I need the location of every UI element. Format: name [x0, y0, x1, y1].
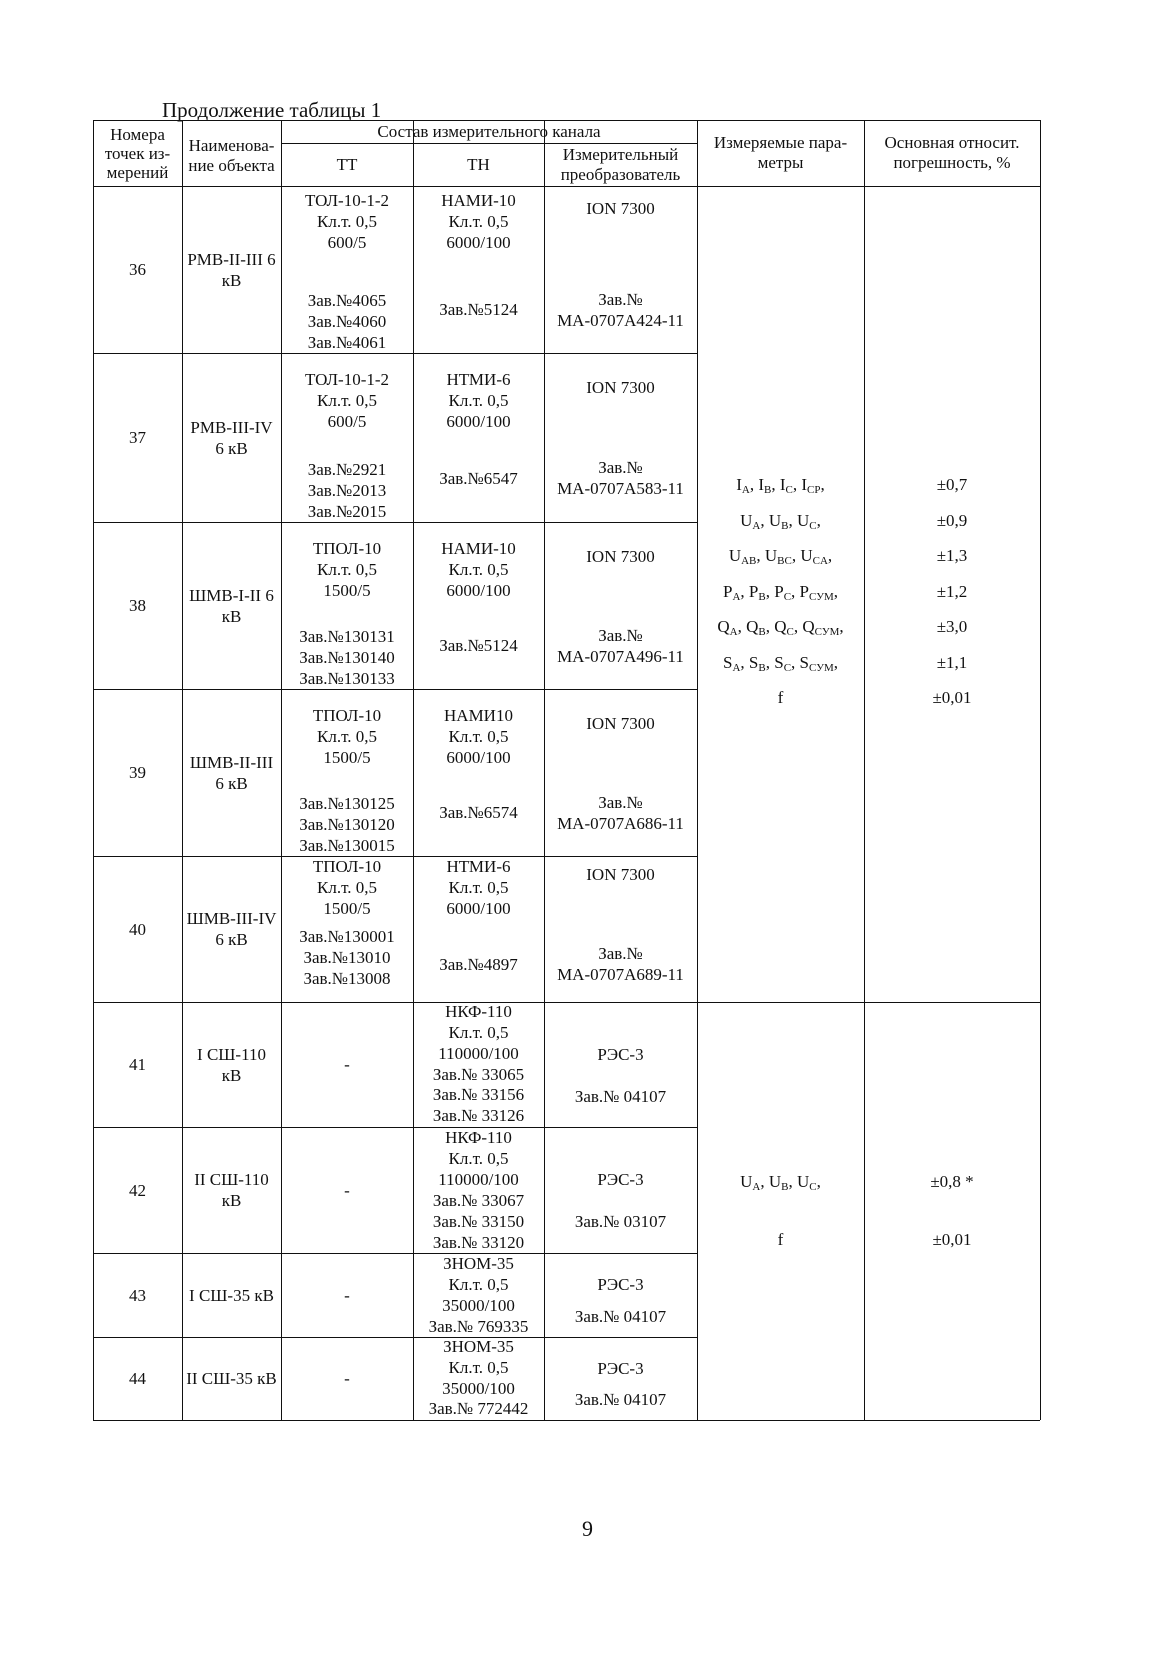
header-number-line: мерений [106, 162, 169, 182]
converter-serial [544, 1065, 697, 1127]
tt-serials-line: Зав.№130001 [299, 927, 395, 946]
error-value: ±0,8 * [930, 1172, 974, 1191]
row-object-name-line: ШМВ-II-III [189, 752, 274, 772]
tn-serial [413, 266, 544, 353]
row-object-name-line: РМВ-II-III 6 [187, 249, 276, 269]
row-number-line: 44 [129, 1369, 146, 1388]
tn-spec-line: НТМИ-6 [446, 857, 511, 876]
error-value: ±0,9 [936, 510, 968, 530]
tn-serial [413, 769, 544, 856]
tn-spec [413, 856, 544, 926]
row-number-line: 40 [129, 919, 146, 939]
tt-dash-line: - [344, 1285, 350, 1305]
tt-serials-line: Зав.№130140 [299, 648, 395, 667]
tn-serial-line: Зав.№4897 [439, 954, 518, 974]
measured-parameter: f [777, 1230, 784, 1249]
row-object-name-line: I СШ-110 [197, 1044, 266, 1064]
row-number-line: 38 [129, 596, 146, 615]
tt-serials-line: Зав.№4065 [307, 291, 387, 310]
row-object-name [182, 689, 281, 856]
tt-spec [281, 705, 413, 769]
tt-serials-line: Зав.№2921 [307, 460, 387, 479]
tt-spec-line: Кл.т. 0,5 [317, 212, 377, 231]
tn-details-line: Кл.т. 0,5 [448, 1149, 509, 1168]
row-object-name-line: II СШ-35 кВ [186, 1369, 277, 1388]
tn-spec-line: Кл.т. 0,5 [448, 212, 509, 231]
measured-parameter: $U_A$, $U_B$, $U_C$, [740, 1172, 821, 1193]
converter-name [544, 1127, 697, 1190]
measured-parameter: $P_A$, $P_B$, $P_C$, $P_{СУМ}$, [722, 581, 839, 603]
converter-name-line: ION 7300 [586, 865, 655, 884]
converter-serial [544, 434, 697, 522]
row-object-name [182, 1127, 281, 1253]
tt-spec-line: 600/5 [327, 233, 367, 252]
column-rule [864, 120, 865, 1420]
converter-serial-line: МА-0707А686-11 [557, 813, 684, 833]
row-object-name-line: кВ [221, 1065, 242, 1085]
tt-dash [281, 1127, 413, 1253]
error-value: ±1,3 [936, 546, 968, 565]
error-value: ±0,01 [932, 1230, 972, 1249]
converter-serial-line: МА-0707А689-11 [557, 965, 684, 984]
row-number-line: 37 [129, 428, 146, 447]
converter-serial [544, 1190, 697, 1253]
table-border [93, 120, 94, 1420]
converter-name-line: РЭС-3 [597, 1045, 644, 1064]
error-value: ±0,7 [936, 475, 968, 494]
converter-serial [544, 602, 697, 689]
table-border [1040, 120, 1041, 1420]
measured-parameter: f [777, 688, 784, 707]
tn-details-line: 35000/100 [442, 1296, 515, 1315]
tt-spec-line: 1500/5 [323, 581, 371, 600]
error-value: ±0,01 [932, 688, 972, 707]
tt-spec-line: Кл.т. 0,5 [317, 878, 377, 897]
tt-spec-line: ТПОЛ-10 [312, 857, 382, 876]
row-object-name-line: кВ [221, 1191, 242, 1210]
row-object-name [182, 856, 281, 1002]
row-object-name [182, 1337, 281, 1420]
tt-serials-line: Зав.№130133 [299, 669, 395, 688]
converter-serial-line: Зав.№ 03107 [574, 1212, 667, 1231]
row-object-name [182, 1002, 281, 1127]
tn-spec [413, 705, 544, 769]
row-object-name-line: I СШ-35 кВ [189, 1285, 274, 1305]
header-error [864, 120, 1040, 186]
tn-spec-line: 6000/100 [446, 233, 511, 252]
tn-details-line: Зав.№ 772442 [428, 1399, 529, 1419]
tn-details-line: 35000/100 [442, 1378, 515, 1398]
column-rule [413, 120, 414, 1420]
converter-name-line: РЭС-3 [597, 1359, 644, 1378]
row-object-name-line: ШМВ-I-II 6 [189, 585, 274, 605]
header-object-name-line: ние объекта [188, 156, 275, 175]
header-bottom-rule [93, 186, 1040, 187]
tn-details-line: Зав.№ 769335 [428, 1317, 529, 1336]
converter-serial-line: Зав.№ [598, 792, 643, 812]
tt-serials [281, 926, 413, 1002]
tn-serial-line: Зав.№6574 [439, 803, 518, 822]
tn-spec-line: 6000/100 [446, 581, 511, 600]
row-rule [93, 1002, 1040, 1003]
converter-serial-line: Зав.№ [598, 625, 643, 645]
tt-dash [281, 1253, 413, 1337]
row-object-name [182, 522, 281, 689]
row-object-name-line: кВ [221, 270, 242, 290]
tt-spec [281, 190, 413, 266]
tn-spec [413, 538, 544, 602]
error-value: ±1,2 [936, 581, 968, 601]
converter-name [544, 1002, 697, 1065]
tt-serials-line: Зав.№13010 [303, 948, 391, 967]
row-object-name-line: РМВ-III-IV [190, 417, 273, 437]
tn-spec-line: 6000/100 [446, 412, 511, 431]
column-rule [281, 120, 282, 1420]
header-channel-group-line: Состав измерительного канала [377, 121, 601, 141]
converter-serial-line: Зав.№ [598, 944, 643, 963]
row-rule [93, 353, 697, 354]
tt-serials [281, 769, 413, 856]
tn-details [413, 1127, 544, 1253]
tn-details-line: Кл.т. 0,5 [448, 1022, 509, 1042]
header-tt-line: ТТ [336, 154, 358, 174]
tn-spec-line: НТМИ-6 [446, 370, 511, 389]
row-number-line: 43 [129, 1285, 146, 1305]
converter-serial-line: Зав.№ 04107 [574, 1306, 667, 1326]
tn-spec [413, 369, 544, 434]
tn-spec-line: НАМИ-10 [441, 191, 516, 210]
header-channel-group [281, 120, 697, 143]
tn-spec-line: Кл.т. 0,5 [448, 727, 509, 746]
tn-serial [413, 602, 544, 689]
measured-parameter: $S_A$, $S_B$, $S_C$, $S_{СУМ}$, [722, 652, 839, 674]
tn-details-line: Зав.№ 33065 [432, 1064, 525, 1084]
row-number-line: 42 [129, 1180, 146, 1200]
converter-name-line: ION 7300 [586, 199, 655, 218]
tt-spec-line: Кл.т. 0,5 [317, 727, 377, 746]
tt-dash [281, 1002, 413, 1127]
tn-details-line: Кл.т. 0,5 [448, 1357, 509, 1377]
tn-details-line: Зав.№ 33126 [432, 1106, 525, 1126]
converter-name [544, 190, 697, 266]
tn-details-line: Зав.№ 33067 [432, 1191, 525, 1210]
header-subrule [281, 143, 697, 144]
row-number [93, 856, 182, 1002]
tn-spec-line: НАМИ10 [444, 706, 513, 725]
row-object-name-line: II СШ-110 [194, 1170, 269, 1189]
row-number [93, 1337, 182, 1420]
row-number-line: 36 [129, 260, 146, 279]
converter-name [544, 705, 697, 769]
row-rule [93, 1127, 697, 1128]
row-number [93, 353, 182, 522]
error-value: ±3,0 [936, 617, 968, 636]
table-border [93, 1420, 1040, 1421]
column-rule [697, 120, 698, 1420]
page-number: 9 [582, 1516, 593, 1541]
tt-spec [281, 856, 413, 926]
tn-details [413, 1337, 544, 1420]
converter-name-line: РЭС-3 [597, 1170, 644, 1189]
tn-spec-line: НАМИ-10 [441, 539, 516, 558]
tt-spec-line: ТОЛ-10-1-2 [304, 191, 390, 210]
tn-spec-line: Кл.т. 0,5 [448, 391, 509, 410]
tt-spec-line: 1500/5 [323, 899, 371, 918]
row-object-name [182, 186, 281, 353]
tt-spec-line: ТПОЛ-10 [312, 706, 382, 725]
header-object-name-line: Наименова- [188, 136, 275, 155]
converter-serial-line: МА-0707А496-11 [557, 646, 684, 666]
tt-serials-line: Зав.№130131 [299, 627, 395, 646]
tn-spec-line: 6000/100 [446, 899, 511, 918]
tt-spec-line: Кл.т. 0,5 [317, 560, 377, 579]
tn-spec-line: Кл.т. 0,5 [448, 878, 509, 897]
tt-serials-line: Зав.№4061 [307, 333, 387, 352]
row-object-name [182, 1253, 281, 1337]
tn-details-line: Зав.№ 33156 [432, 1085, 525, 1105]
tn-details-line: 110000/100 [438, 1043, 519, 1063]
tt-serials-line: Зав.№2013 [307, 481, 387, 500]
header-params [697, 120, 864, 186]
tt-serials-line: Зав.№130015 [299, 836, 395, 855]
tt-serials-line: Зав.№130125 [299, 794, 395, 813]
measured-parameter: $I_A$, $I_B$, $I_C$, $I_{CP}$, [736, 475, 825, 496]
tt-spec-line: Кл.т. 0,5 [317, 391, 377, 410]
tn-serial-line: Зав.№6547 [439, 468, 518, 488]
row-object-name [182, 353, 281, 522]
converter-serial [544, 769, 697, 856]
row-object-name-line: 6 кВ [215, 930, 248, 949]
tt-serials-line: Зав.№4060 [307, 312, 387, 331]
converter-serial [544, 266, 697, 353]
row-number [93, 1127, 182, 1253]
tt-dash-line: - [344, 1055, 350, 1074]
row-object-name-line: 6 кВ [215, 773, 248, 793]
table-caption: Продолжение таблицы 1 [162, 98, 382, 122]
header-params-line: Измеряемые пара- [713, 133, 848, 152]
header-number [93, 120, 182, 186]
header-params-line: метры [757, 153, 804, 172]
tn-details-line: Кл.т. 0,5 [448, 1275, 509, 1294]
converter-serial-line: Зав.№ 04107 [574, 1390, 667, 1409]
header-number-line: Номера [110, 124, 165, 144]
tt-serials-line: Зав.№13008 [303, 969, 391, 988]
converter-serial [544, 926, 697, 1002]
converter-serial [544, 1379, 697, 1420]
converter-name [544, 538, 697, 602]
converter-name [544, 1337, 697, 1379]
tn-spec [413, 190, 544, 266]
tn-serial [413, 926, 544, 1002]
table-border [93, 120, 1040, 121]
converter-serial-line: МА-0707А583-11 [557, 479, 684, 498]
tn-details-line: НКФ-110 [445, 1128, 512, 1147]
tt-spec-line: ТОЛ-10-1-2 [304, 370, 390, 389]
tn-serial-line: Зав.№5124 [439, 636, 518, 655]
row-rule [93, 1337, 697, 1338]
tt-spec [281, 538, 413, 602]
tt-serials [281, 602, 413, 689]
header-error-line: Основная относит. [884, 133, 1020, 152]
converter-name [544, 369, 697, 434]
row-object-name-line: ШМВ-III-IV [186, 909, 277, 928]
header-number-line: точек из- [104, 143, 171, 163]
measured-parameter: $U_{AB}$, $U_{BC}$, $U_{CA}$, [728, 546, 833, 567]
row-rule [93, 689, 697, 690]
header-converter [544, 143, 697, 186]
row-object-name-line: 6 кВ [215, 438, 248, 458]
tt-dash-line: - [344, 1369, 350, 1388]
column-rule [182, 120, 183, 1420]
tt-spec [281, 369, 413, 434]
tt-spec-line: 600/5 [327, 412, 367, 431]
measured-parameter: $U_A$, $U_B$, $U_C$, [740, 510, 821, 532]
header-tn-line: ТН [467, 154, 490, 174]
header-error-line: погрешность, % [893, 153, 1011, 172]
header-tn [413, 143, 544, 186]
row-number [93, 522, 182, 689]
converter-serial-line: Зав.№ [598, 289, 643, 309]
row-object-name-line: кВ [221, 606, 242, 626]
tt-spec-line: ТПОЛ-10 [312, 539, 382, 558]
row-number-line: 39 [129, 763, 146, 782]
tn-details-line: 110000/100 [438, 1170, 519, 1189]
row-number [93, 689, 182, 856]
tt-dash-line: - [344, 1180, 350, 1200]
tt-serials-line: Зав.№2015 [307, 502, 387, 521]
tn-serial [413, 434, 544, 522]
converter-serial-line: Зав.№ [598, 458, 643, 477]
column-rule [544, 120, 545, 1420]
converter-name-line: ION 7300 [586, 378, 655, 397]
tn-details-line: НКФ-110 [445, 1002, 512, 1022]
header-converter-line: Измерительный [562, 144, 679, 164]
row-number-line: 41 [129, 1055, 146, 1074]
tn-details-line: ЗНОМ-35 [443, 1337, 514, 1356]
header-object-name [182, 126, 281, 186]
row-number [93, 1253, 182, 1337]
converter-name [544, 856, 697, 926]
converter-serial-line: МА-0707А424-11 [557, 310, 684, 330]
header-tt [281, 143, 413, 186]
row-number [93, 186, 182, 353]
row-rule [93, 1253, 697, 1254]
measured-parameter: $Q_A$, $Q_B$, $Q_C$, $Q_{СУМ}$, [717, 617, 844, 638]
tt-serials [281, 434, 413, 522]
tt-dash [281, 1337, 413, 1420]
row-rule [93, 856, 697, 857]
row-number [93, 1002, 182, 1127]
tt-serials [281, 266, 413, 353]
tn-details [413, 1002, 544, 1127]
tt-serials-line: Зав.№130120 [299, 815, 395, 834]
tn-spec-line: Кл.т. 0,5 [448, 560, 509, 579]
converter-name-line: ION 7300 [586, 547, 655, 566]
row-rule [93, 522, 697, 523]
tt-spec-line: 1500/5 [323, 748, 371, 767]
error-value: ±1,1 [936, 652, 968, 672]
tn-serial-line: Зав.№5124 [439, 300, 518, 319]
converter-name-line: РЭС-3 [597, 1275, 644, 1294]
tn-details-line: Зав.№ 33150 [432, 1212, 525, 1231]
converter-serial [544, 1295, 697, 1337]
tn-details-line: Зав.№ 33120 [432, 1233, 525, 1252]
header-converter-line: преобразователь [560, 164, 681, 184]
tn-details-line: ЗНОМ-35 [443, 1254, 514, 1273]
tn-spec-line: 6000/100 [446, 748, 511, 767]
converter-name [544, 1253, 697, 1295]
converter-serial-line: Зав.№ 04107 [574, 1086, 667, 1106]
tn-details [413, 1253, 544, 1337]
converter-name-line: ION 7300 [586, 714, 655, 733]
